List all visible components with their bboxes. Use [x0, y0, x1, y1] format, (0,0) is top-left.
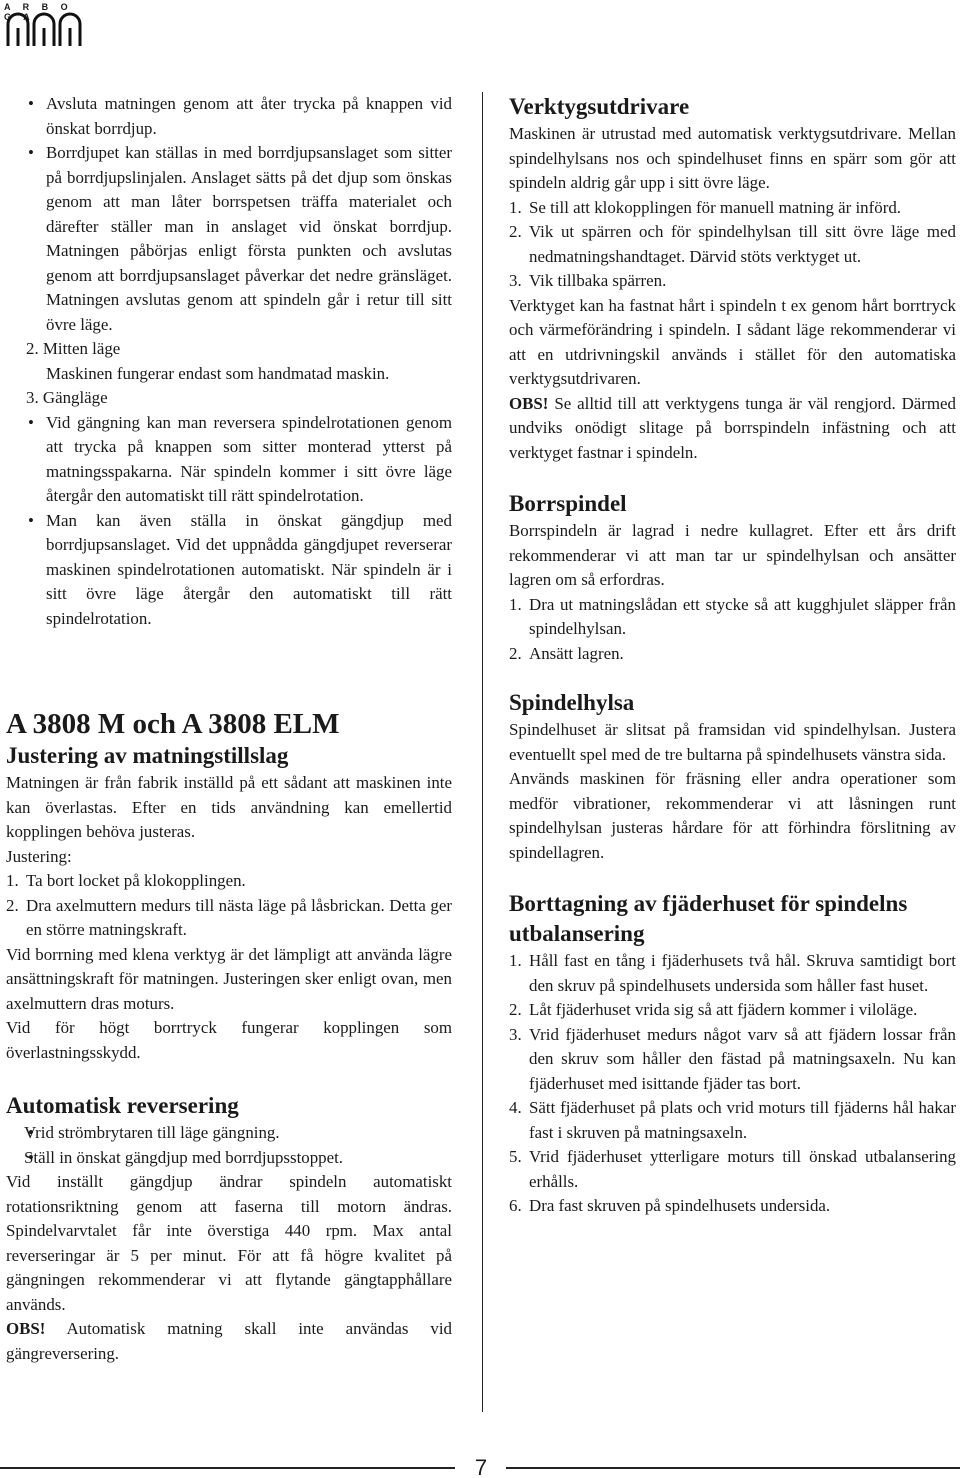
paragraph: Används maskinen för fräsning eller andra operationer som medför vibrationer, rekommenderar vi att låsningen runt spindelhylsan justeras hårdare för att förhindra förslitning av spindellagren. — [509, 769, 956, 862]
right-column — [509, 92, 956, 1219]
list-item: 3. Vrid fjäderhuset medurs något varv så att fjädern lossar från den skruv som håller den fästad på matningsaxeln. Nu kan fjäderhuset med isittande fjäder tas bort. — [509, 1024, 956, 1093]
list-item: 2. Vik ut spärren och för spindelhylsan till sitt övre läge med nedmatningshandtaget. Därvid stöts verktyget ut. — [509, 222, 956, 266]
list-item: 3. Vik tillbaka spärren. — [509, 271, 667, 290]
section-title-spindle-sleeve: Spindelhylsa — [509, 690, 635, 715]
logo-mark-icon — [4, 2, 82, 48]
section-title-drill-spindle: Borrspindel — [509, 491, 627, 516]
model-title: A 3808 M och A 3808 ELM — [6, 708, 340, 740]
bullet-item: • Vrid strömbrytaren till läge gängning. — [6, 1121, 452, 1146]
bullet-item: • Man kan även ställa in önskat gängdjup med borrdjupsanslaget. Vid det uppnådda gängdjupet reverserar maskinen spindelrotationen automatiskt. När spindeln är i sitt övre läge återgår den automatiskt till rätt spindelrotation. — [6, 509, 452, 632]
list-item: 1. Håll fast en tång i fjäderhusets två hål. Skruva samtidigt bort den skruv på spindelhusets undersida som håller fast huset. — [509, 951, 956, 995]
list-item: 1. Dra ut matningslådan ett stycke så att kugghjulet släpper från spindelhylsan. — [509, 594, 956, 638]
column-divider — [482, 92, 483, 1412]
section-title-reversing: Automatisk reversering — [6, 1093, 239, 1118]
section-title-tool-ejector: Verktygsutdrivare — [509, 94, 690, 119]
paragraph: Matningen är från fabrik inställd på ett sådant att maskinen inte kan överlastas. Efter en tids användning kan emellertid kopplingen behöva justeras. — [6, 773, 452, 841]
list-item: 1. Se till att klokopplingen för manuell matning är införd. — [509, 197, 901, 217]
paragraph: Maskinen är utrustad med automatisk verktygsutdrivare. Mellan spindelhylsans nos och spindelhuset finns en spärr som gör att spindeln aldrig går upp i sitt övre läge. — [509, 124, 956, 192]
paragraph: Vid för högt borrtryck fungerar kopplingen som överlastningsskydd. — [6, 1018, 452, 1062]
list-item: 2. Ansätt lagren. — [509, 643, 624, 663]
left-column — [6, 92, 452, 1366]
paragraph: Vid inställt gängdjup ändrar spindeln automatiskt rotationsriktning genom att faserna till motorn ändras. Spindelvarvtalet får inte överstiga 440 rpm. Max antal reverseringar är 5 per minut. För att få högre kvalitet på gängningen rekommenderar vi att flytande gängtapphållare används. — [6, 1172, 452, 1314]
mode-heading: 2. Mitten läge — [26, 339, 121, 358]
bullet-item: • Avsluta matningen genom att åter trycka på knappen vid önskat borrdjup. — [6, 92, 452, 141]
feed-instructions — [6, 92, 452, 631]
list-item: 4. Sätt fjäderhuset på plats och vrid moturs till fjäderns hål hakar fast i skruven på matningsaxeln. — [509, 1098, 956, 1142]
paragraph: Verktyget kan ha fastnat hårt i spindeln t ex genom hårt borrtryck och värmeförändring i spindeln. I sådant läge rekommenderar vi att en utdrivningskil används i stället för den automatiska verktygsutdrivaren. — [509, 295, 956, 388]
footer-rule-left — [0, 1467, 455, 1469]
paragraph: Borrspindeln är lagrad i nedre kullagret. Efter ett års drift rekommenderar vi att man tar ur spindelhylsan och ansätter lagren om så erfordras. — [509, 521, 956, 589]
adjustment-label: Justering: — [6, 846, 72, 866]
obs-note: OBS! Se alltid till att verktygens tunga är väl rengjord. Därmed undviks onödigt slitage på borrspindeln infästning och att verktyget fastnar i spindeln. — [509, 393, 956, 462]
bullet-item: • Ställ in önskat gängdjup med borrdjupsstoppet. — [6, 1146, 452, 1171]
section-title-spring-housing: Borttagning av fjäderhuset för spindelns utbalansering — [509, 891, 908, 946]
mode-heading: 3. Gängläge — [26, 388, 108, 407]
obs-label: OBS! — [509, 393, 549, 413]
obs-label: OBS! — [6, 1319, 46, 1338]
bullet-item: • Borrdjupet kan ställas in med borrdjupsanslaget som sitter på borrdjupslinjalen. Anslaget sätts på det djup som önskas genom att man låter borrspetsen träffa materialet och därefter ställer man in anslaget vid önskat borrdjup. Matningen påbörjas enligt första punkten och avslutas genom att borrdjupsanslaget påverkar det nedre gränsläget. Matningen avslutas genom att spindeln går i retur till sitt övre läge. — [6, 141, 452, 337]
bullet-item: • Vid gängning kan man reversera spindelrotationen genom att trycka på knappen som sitter monterad ytterst på matningsspakarna. När spindeln kommer i sitt övre läge återgår den automatiskt till rätt spindelrotation. — [6, 411, 452, 509]
list-item: 1. Ta bort locket på klokopplingen. — [6, 871, 246, 890]
paragraph: Vid borrning med klena verktyg är det lämpligt att använda lägre ansättningskraft för matningen. Justeringen sker enligt ovan, men axelmuttern dras moturs. — [6, 944, 452, 1013]
section-title-adjustment: Justering av matningstillslag — [6, 743, 289, 768]
obs-note: OBS! Automatisk matning skall inte användas vid gängreversering. — [6, 1319, 452, 1363]
list-item: 2. Låt fjäderhuset vrida sig så att fjädern kommer i viloläge. — [509, 1000, 918, 1019]
page-number: 7 — [474, 1455, 488, 1478]
list-item: 6. Dra fast skruven på spindelhusets undersida. — [509, 1196, 831, 1215]
mode-description: Maskinen fungerar endast som handmatad maskin. — [46, 363, 390, 383]
list-item: 5. Vrid fjäderhuset ytterligare moturs till önskad utbalansering erhålls. — [509, 1147, 956, 1191]
logo-brand-text: A R B O G A — [4, 2, 73, 22]
paragraph: Spindelhuset är slitsat på framsidan vid spindelhylsan. Justera eventuellt spel med de tre bultarna på spindelhusets vänstra sida. — [509, 720, 956, 764]
arboga-logo — [4, 2, 82, 48]
list-item: 2. Dra axelmuttern medurs till nästa läge på låsbrickan. Detta ger en större matningskraft. — [6, 895, 452, 939]
footer-rule-right — [506, 1467, 960, 1469]
